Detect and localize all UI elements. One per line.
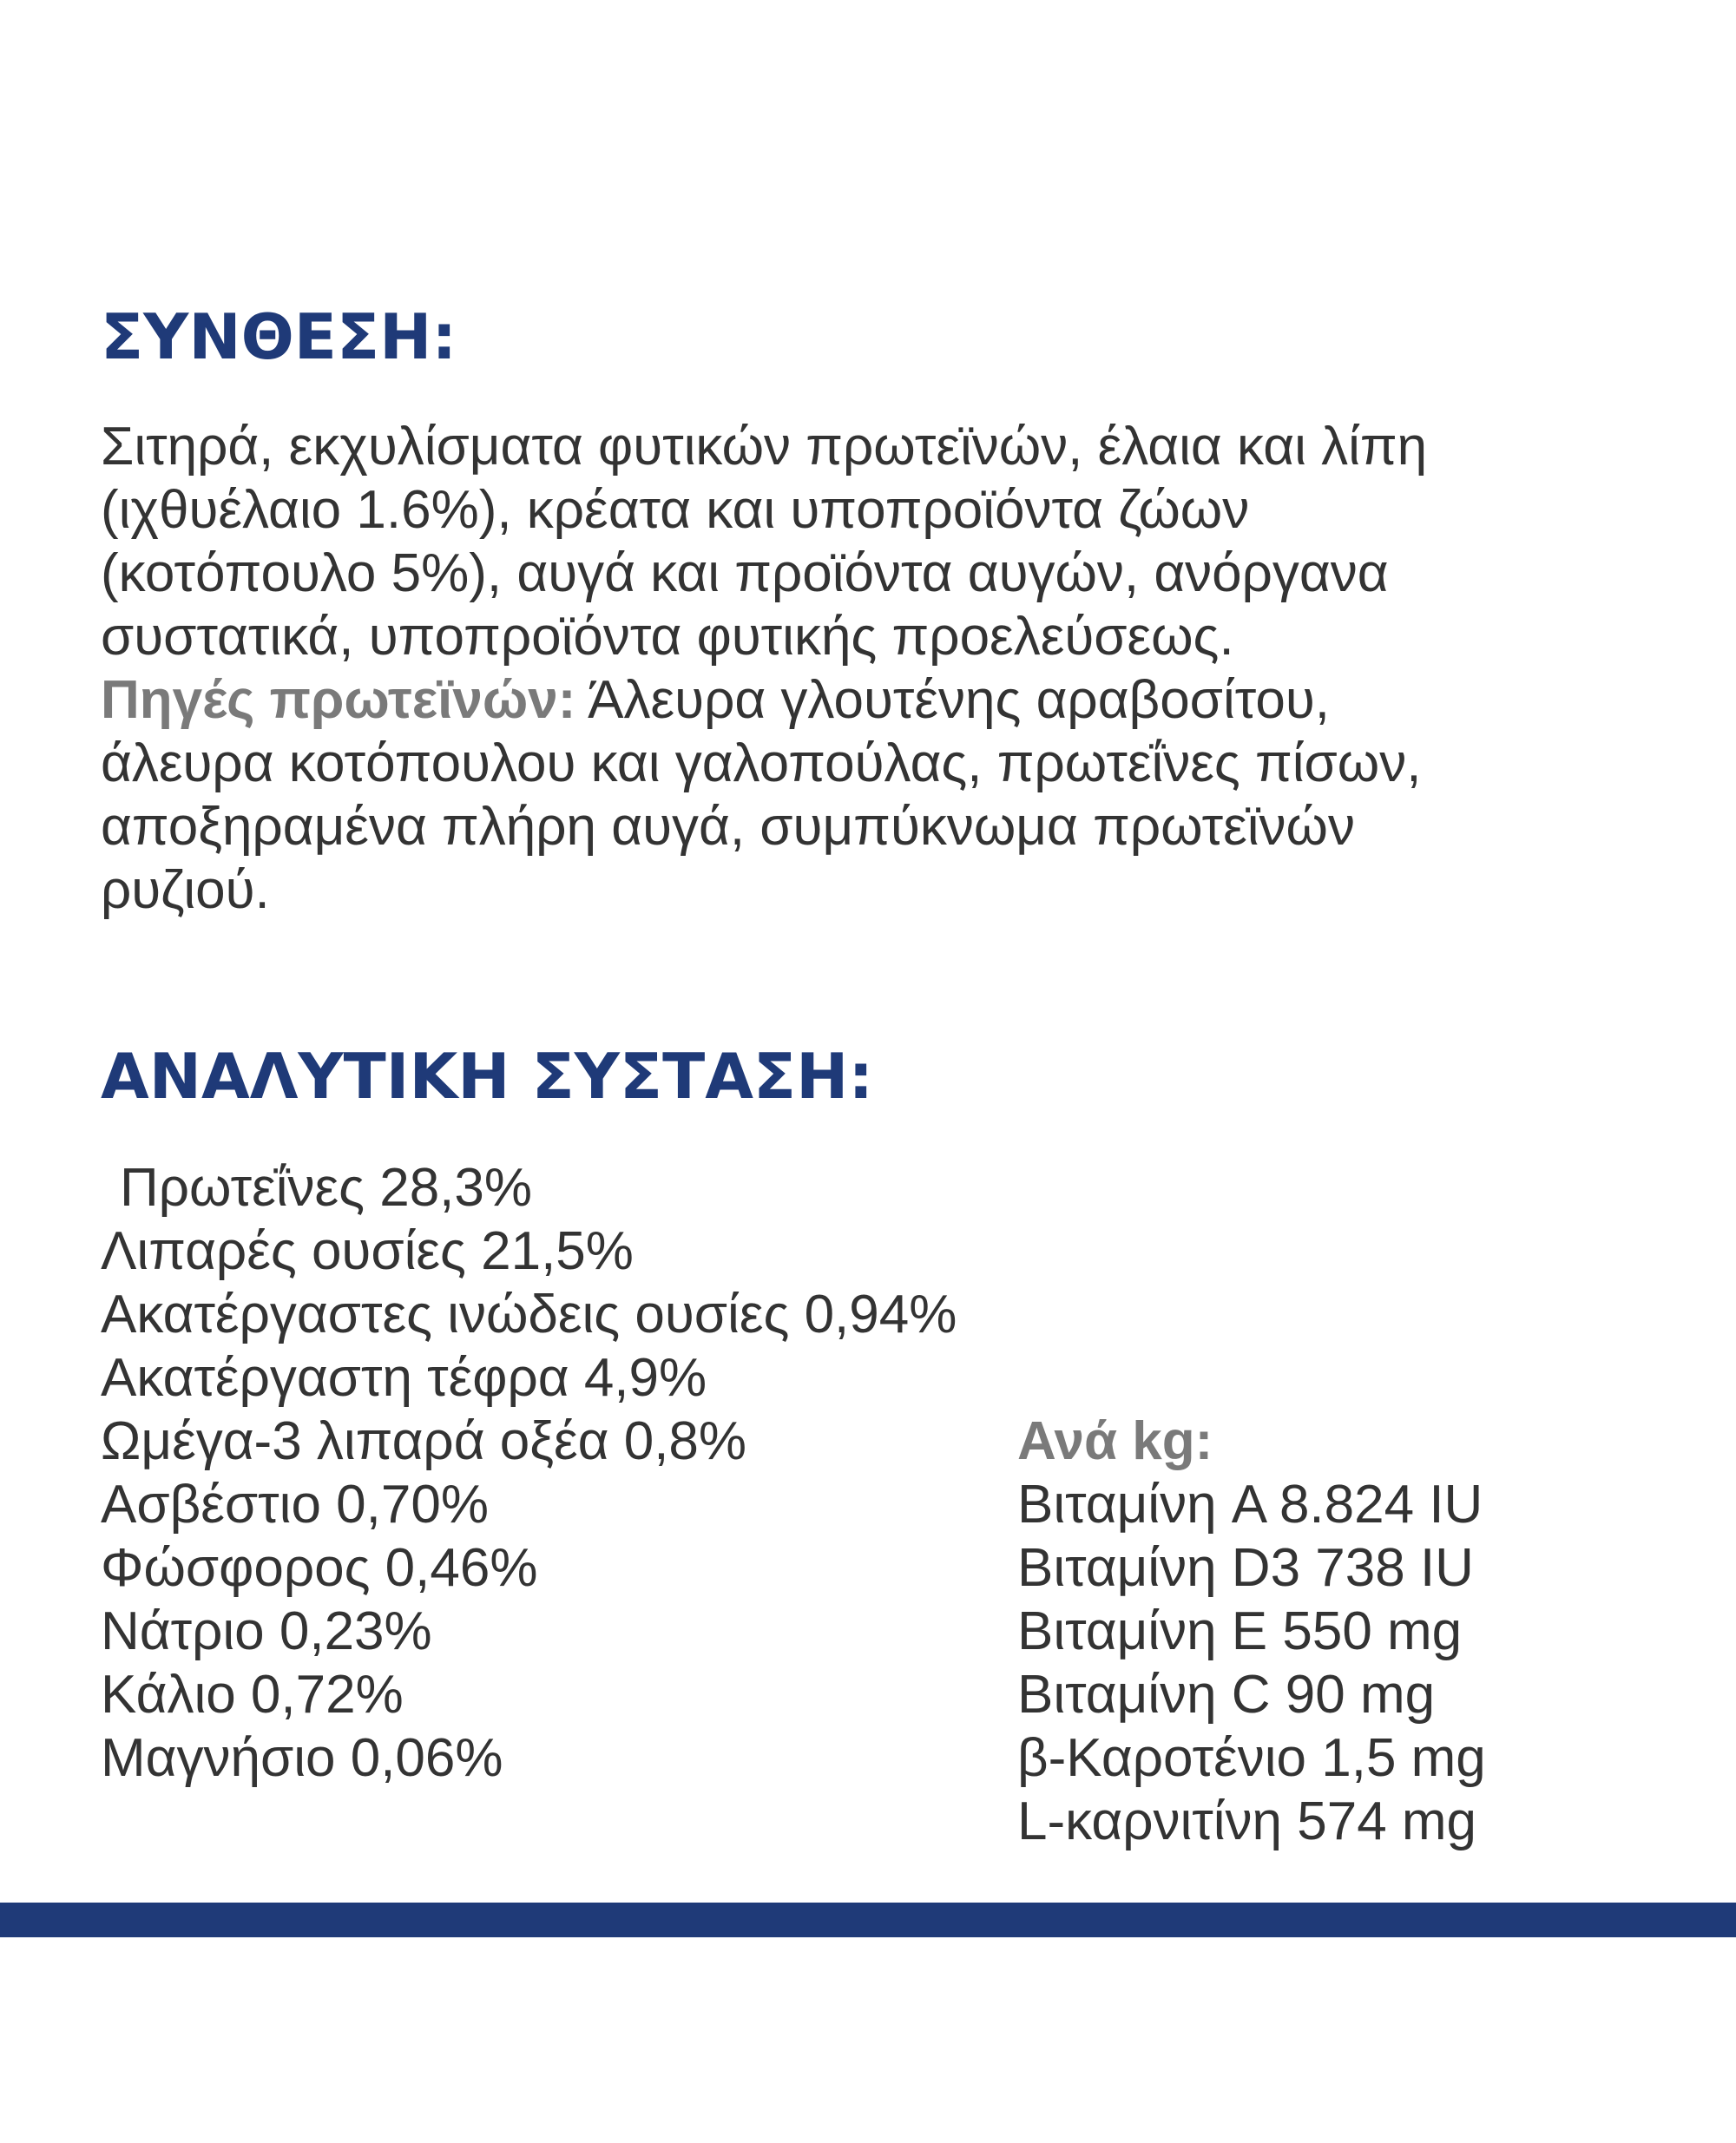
protein-sources-text: Άλευρα γλουτένης αραβοσίτου,: [575, 670, 1330, 730]
composition-line: (κοτόπουλο 5%), αυγά και προϊόντα αυγών, ανόργανα: [101, 543, 1389, 603]
analysis-item: Ακατέργαστη τέφρα 4,9%: [101, 1348, 707, 1408]
protein-sources-label: Πηγές πρωτεϊνών:: [101, 670, 576, 730]
protein-sources-line: αποξηραμένα πλήρη αυγά, συμπύκνωμα πρωτεϊνών: [101, 797, 1355, 857]
per-kg-item: L-καρνιτίνη 574 mg: [1017, 1791, 1477, 1851]
analysis-item: Μαγνήσιο 0,06%: [101, 1728, 503, 1788]
protein-sources-line: ρυζιού.: [101, 860, 270, 920]
per-kg-label: Ανά kg:: [1017, 1411, 1213, 1471]
per-kg-item: β-Καροτένιο 1,5 mg: [1017, 1728, 1486, 1788]
per-kg-section: [1017, 1410, 1486, 1853]
analysis-list: [101, 1156, 957, 1790]
analysis-item: Φώσφορος 0,46%: [101, 1538, 538, 1598]
composition-title: ΣΥΝΘΕΣΗ:: [101, 300, 457, 373]
analysis-item: Ακατέργαστες ινώδεις ουσίες 0,94%: [101, 1285, 957, 1344]
protein-sources-line: άλευρα κοτόπουλου και γαλοπούλας, πρωτεΐνες πίσων,: [101, 733, 1422, 793]
protein-sources-line: [101, 668, 1663, 732]
per-kg-item: Βιταμίνη D3 738 IU: [1017, 1538, 1474, 1598]
analysis-item: Πρωτεΐνες 28,3%: [120, 1158, 533, 1218]
per-kg-item: Βιταμίνη A 8.824 IU: [1017, 1475, 1483, 1535]
composition-line: (ιχθυέλαιο 1.6%), κρέατα και υποπροϊόντα ζώων: [101, 480, 1250, 540]
per-kg-item: Βιταμίνη C 90 mg: [1017, 1665, 1436, 1725]
per-kg-list: [1017, 1473, 1486, 1853]
composition-text: [101, 415, 1663, 922]
composition-line: Σιτηρά, εκχυλίσματα φυτικών πρωτεϊνών, έλαια και λίπη: [101, 417, 1428, 477]
analysis-item: Ωμέγα-3 λιπαρά οξέα 0,8%: [101, 1411, 747, 1471]
analysis-title: ΑΝΑΛΥΤΙΚΗ ΣΥΣΤΑΣΗ:: [101, 1040, 874, 1113]
per-kg-item: Βιταμίνη E 550 mg: [1017, 1601, 1463, 1661]
analysis-item: Ασβέστιο 0,70%: [101, 1475, 489, 1535]
analysis-item: Λιπαρές ουσίες 21,5%: [101, 1221, 634, 1281]
analysis-item: Κάλιο 0,72%: [101, 1665, 404, 1725]
analysis-item: Νάτριο 0,23%: [101, 1601, 432, 1661]
composition-line: συστατικά, υποπροϊόντα φυτικής προελεύσεως.: [101, 607, 1234, 667]
bottom-divider-bar: [0, 1903, 1736, 1937]
